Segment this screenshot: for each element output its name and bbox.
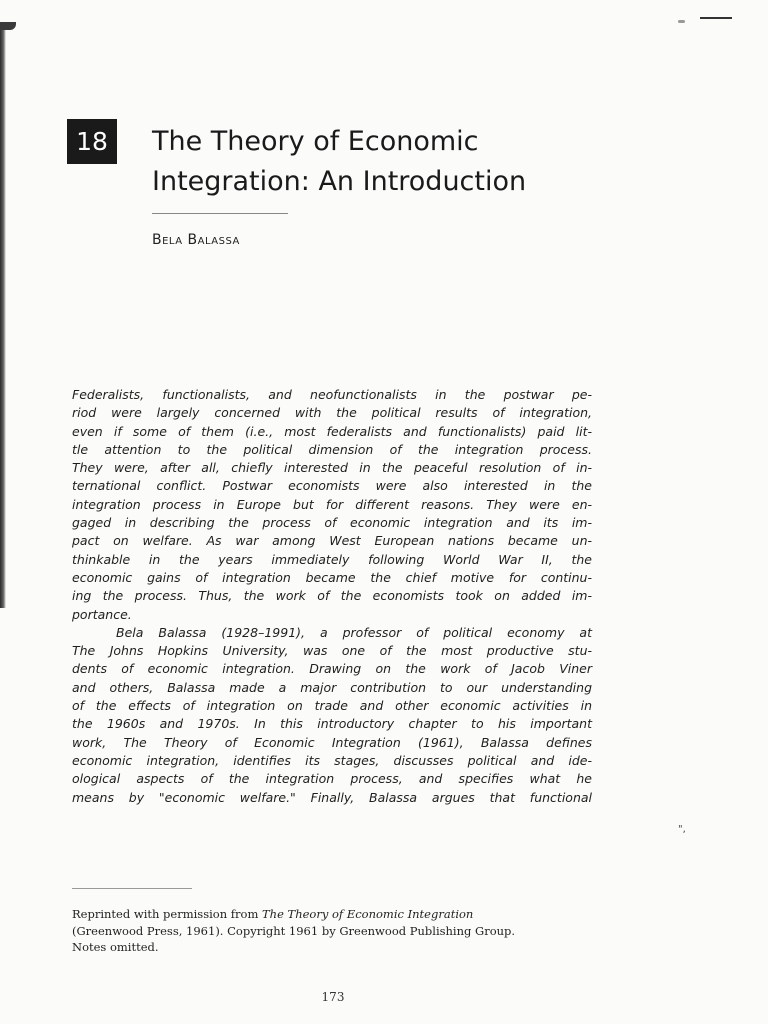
chapter-number-badge [67,119,117,164]
body-line: means by "economic welfare." Finally, Balassa argues that functional [72,789,592,805]
footnote-book-title: The Theory of Economic Integration [262,907,474,921]
scan-speck [678,20,685,23]
footnote-prefix: Reprinted with permission from [72,907,263,921]
body-line: integration process in Europe but for different reasons. They were en- [72,496,592,512]
page-number: 173 [321,990,345,1004]
chapter-title [152,122,712,202]
body-line: gaged in describing the process of economic integration and its im- [72,515,592,531]
body-line: Bela Balassa (1928–1991), a professor of political economy at [116,624,592,640]
body-line: and others, Balassa made a major contribution to our understanding [72,679,592,695]
footnote-line-2: (Greenwood Press, 1961). Copyright 1961 by Greenwood Publishing Group. [72,923,516,938]
body-line: ological aspects of the integration process, and specifies what he [72,771,592,787]
body-line: work, The Theory of Economic Integration (1961), Balassa defines [72,734,592,750]
footnote-line-1 [72,906,592,923]
margin-mark: ", [678,824,686,835]
body-line: economic integration, identifies its stages, discusses political and ide- [72,752,592,768]
footnote-divider [72,888,192,889]
body-line: even if some of them (i.e., most federalists and functionalists) paid lit- [72,423,592,439]
body-line: pact on welfare. As war among West European nations became un- [72,533,592,549]
body-line: ing the process. Thus, the work of the economists took on added im- [72,588,592,604]
chapter-number: 18 [76,127,108,156]
footnote-line-3: Notes omitted. [72,940,159,954]
body-line: ternational conflict. Postwar economists were also interested in the [72,478,592,494]
scan-shadow-edge [0,28,6,608]
body-line: economic gains of integration became the chief motive for continu- [72,569,592,585]
body-line: of the effects of integration on trade and other economic activities in [72,698,592,714]
title-divider [152,213,288,214]
chapter-title-line-2: Integration: An Introduction [152,166,527,197]
body-line: tle attention to the political dimension of the integration process. [72,441,592,457]
body-line: The Johns Hopkins University, was one of the most productive stu- [72,643,592,659]
body-line: riod were largely concerned with the political results of integration, [72,405,592,421]
chapter-title-line-1: The Theory of Economic [152,126,479,157]
chapter-author: Bela Balassa [152,232,240,248]
body-line: Federalists, functionalists, and neofunctionalists in the postwar pe- [72,387,592,402]
scan-shadow-corner [0,22,16,30]
body-line: portance. [72,606,132,622]
body-line: thinkable in the years immediately following World War II, the [72,551,592,567]
body-line: the 1960s and 1970s. In this introductory chapter to his important [72,716,592,732]
footnote [72,906,592,956]
corner-mark [700,17,732,19]
body-line: dents of economic integration. Drawing on the work of Jacob Viner [72,661,592,677]
body-text [72,386,592,807]
body-line: They were, after all, chiefly interested in the peaceful resolution of in- [72,460,592,476]
